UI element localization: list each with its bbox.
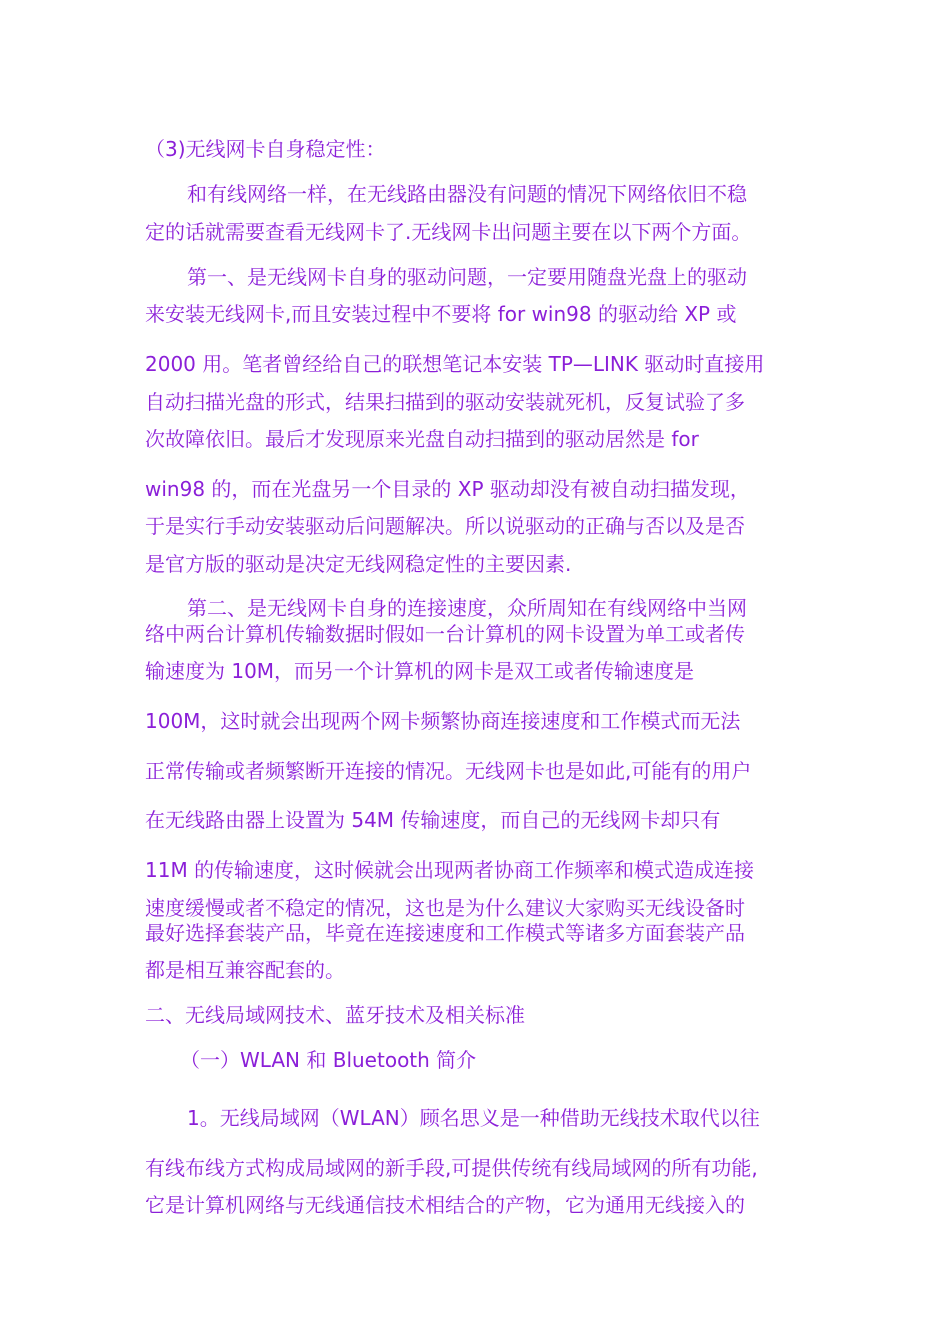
text-line: 它是计算机网络与无线通信技术相结合的产物，它为通用无线接入的 [145, 1193, 745, 1217]
text-line: 在无线路由器上设置为 54M 传输速度，而自己的无线网卡却只有 [145, 808, 721, 832]
text-line: 定的话就需要查看无线网卡了.无线网卡出问题主要在以下两个方面。 [145, 220, 752, 244]
text-line: 自动扫描光盘的形式，结果扫描到的驱动安装就死机，反复试验了多 [145, 390, 745, 414]
text-line: 是官方版的驱动是决定无线网稳定性的主要因素. [145, 552, 572, 576]
text-line: 来安装无线网卡,而且安装过程中不要将 for win98 的驱动给 XP 或 [145, 302, 737, 326]
text-line: 次故障依旧。最后才发现原来光盘自动扫描到的驱动居然是 for [145, 427, 699, 451]
subsection-heading: （一）WLAN 和 Bluetooth 简介 [180, 1048, 477, 1072]
text-line: 第一、是无线网卡自身的驱动问题，一定要用随盘光盘上的驱动 [187, 265, 747, 289]
section-heading: 二、无线局域网技术、蓝牙技术及相关标准 [145, 1003, 525, 1027]
text-line: 11M 的传输速度，这时候就会出现两者协商工作频率和模式造成连接 [145, 858, 755, 882]
text-line: 于是实行手动安装驱动后问题解决。所以说驱动的正确与否以及是否 [145, 514, 745, 538]
text-line: 最好选择套装产品，毕竟在连接速度和工作模式等诸多方面套装产品 [145, 921, 745, 945]
text-line: 都是相互兼容配套的。 [145, 958, 345, 982]
text-line: 输速度为 10M，而另一个计算机的网卡是双工或者传输速度是 [145, 659, 695, 683]
text-line: 100M，这时就会出现两个网卡频繁协商连接速度和工作模式而无法 [145, 709, 741, 733]
text-line: 正常传输或者频繁断开连接的情况。无线网卡也是如此,可能有的用户 [145, 759, 752, 783]
text-line: 第二、是无线网卡自身的连接速度，众所周知在有线网络中当网 [187, 596, 747, 620]
text-line: 络中两台计算机传输数据时假如一台计算机的网卡设置为单工或者传 [145, 622, 745, 646]
section-heading: （3)无线网卡自身稳定性： [145, 137, 386, 161]
text-line: win98 的，而在光盘另一个目录的 XP 驱动却没有被自动扫描发现， [145, 477, 750, 501]
text-line: 1。无线局域网（WLAN）顾名思义是一种借助无线技术取代以往 [187, 1106, 760, 1130]
text-line: 2000 用。笔者曾经给自己的联想笔记本安装 TP—LINK 驱动时直接用 [145, 352, 765, 376]
text-line: 有线布线方式构成局域网的新手段,可提供传统有线局域网的所有功能, [145, 1156, 758, 1180]
text-line: 速度缓慢或者不稳定的情况，这也是为什么建议大家购买无线设备时 [145, 896, 745, 920]
text-line: 和有线网络一样，在无线路由器没有问题的情况下网络依旧不稳 [187, 182, 747, 206]
